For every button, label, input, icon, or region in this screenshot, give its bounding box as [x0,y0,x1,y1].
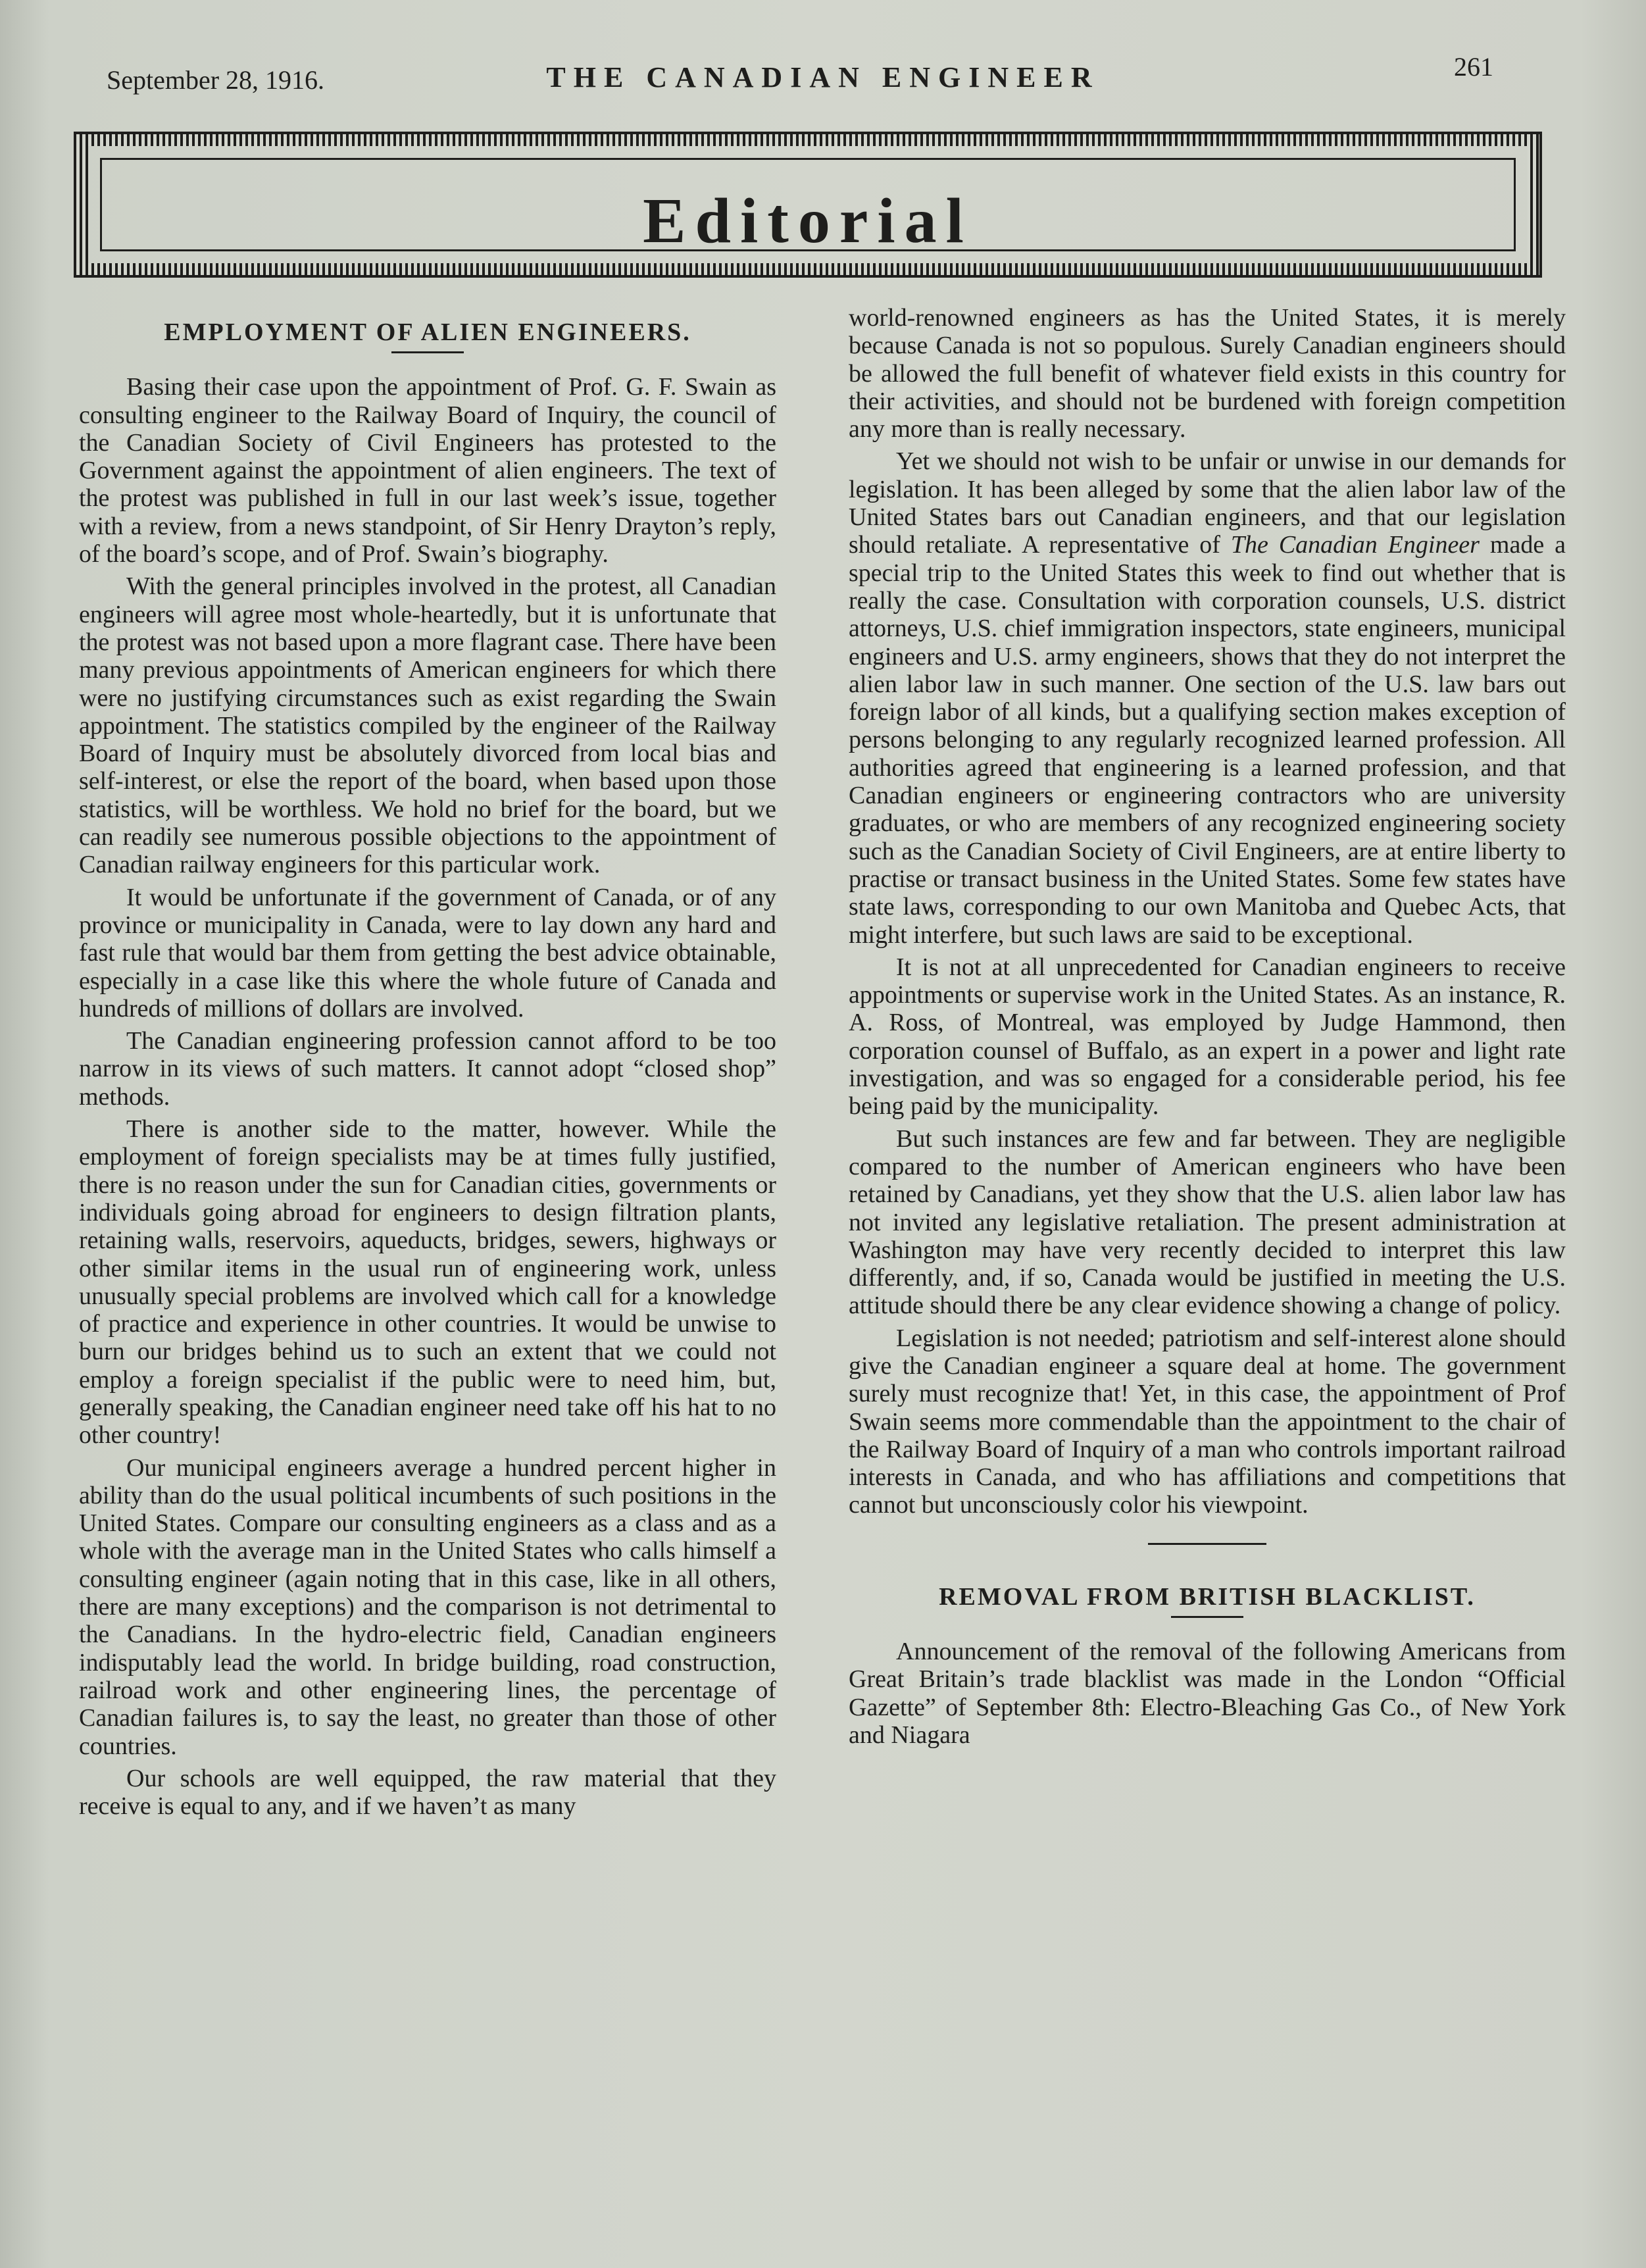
paragraph: There is another side to the matter, however. While the employment of foreign specialists may be at times fully justified, there is no reason under the sun for Canadian cities, governments or individuals going abroad for engineers to design filtration plants, retaining walls, reservoirs, aqueducts, bridges, sewers, highways or other similar items in the usual run of engineering work, unless unusually special problems are involved which call for a knowledge of practice and experience in other countries. It would be unwise to burn our bridges behind us to such an extent that we could not employ a foreign specialist if the public were to need him, but, generally speaking, the Canadian engineer need take off his hat to no other country! [79,1115,776,1449]
paragraph: With the general principles involved in the protest, all Canadian engineers will agree most whole-heartedly, but it is unfortunate that the protest was not based upon a more flagrant case. There have been many previous appointments of American engineers for which there were no justifying circumstances such as exist regarding the Swain appointment. The statistics compiled by the engineer of the Railway Board of Inquiry must be absolutely divorced from local bias and self-interest, or else the report of the board, when based upon those statistics, will be worthless. We hold no brief for the board, but we can readily see numerous possible objections to the appointment of Canadian railway engineers for this particular work. [79,572,776,879]
paragraph: It would be unfortunate if the government of Canada, or of any province or municipality in Canada, were to lay down any hard and fast rule that would bar them from getting the best advice obtainable, especially in a case like this where the whole future of Canada and hundreds of millions of dollars are involved. [79,883,776,1022]
section-title: Editorial [643,186,973,257]
paragraph: Our schools are well equipped, the raw material that they receive is equal to any, and if we haven’t as many [79,1764,776,1821]
publication-name-italic: The Canadian Engineer [1230,531,1480,559]
heading-rule [1171,1616,1243,1618]
paragraph-continued: world-renowned engineers as has the United States, it is merely because Canada is not so populous. Surely Canadian engineers should be allowed the full benefit of whatever field exists in this country for their activities, and should not be burdened with foreign competition any more than is really necessary. [849,304,1566,443]
paragraph: The Canadian engineering profession cannot afford to be too narrow in its views of such matters. It cannot adopt “closed shop” methods. [79,1027,776,1111]
paragraph: Basing their case upon the appointment of Prof. G. F. Swain as consulting engineer to the Railway Board of Inquiry, the council of the Canadian Society of Civil Engineers has protested to the Government against the appointment of alien engineers. The text of the protest was published in full in our last week’s issue, together with a review, from a news standpoint, of Sir Henry Drayton’s reply, of the board’s scope, and of Prof. Swain’s biography. [79,373,776,568]
running-header [0,51,1646,97]
paragraph: Yet we should not wish to be unfair or unwise in our demands for legislation. It has been alleged by some that the alien labor law of the United States bars out Canadian engineers, and that our legislation should retaliate. A representative of The Canadian Engineer made a special trip to the United States this week to find out whether that is really the case. Consultation with corporation counsels, U.S. district attorneys, U.S. chief immigration inspectors, state engineers, municipal engineers and U.S. army engineers, shows that they do not interpret the alien labor law in such manner. One section of the U.S. law bars out foreign labor of all kinds, but a qualifying section makes exception of persons belonging to any regularly recognized learned profession. All authorities agreed that engineering is a learned profession, and that Canadian engineers or engineering contractors who are university graduates, or who are members of any recognized engineering society such as the Canadian Society of Civil Engineers, are at entire liberty to practise or transact business in the United States. Some few states have state laws, corresponding to our own Manitoba and Quebec Acts, that might interfere, but such laws are said to be exceptional. [849,447,1566,949]
article-heading: REMOVAL FROM BRITISH BLACKLIST. [939,1582,1476,1611]
heading-rule [391,351,464,353]
article-end-rule [1148,1543,1266,1545]
paragraph: Our municipal engineers average a hundred percent higher in ability than do the usual political incumbents of such positions in the United States. Compare our consulting engineers as a class and as a whole with the average man in the United States who calls himself a consulting engineer (again noting that in this case, like in all others, there are many exceptions) and the comparison is not detrimental to the Canadians. In the hydro-electric field, Canadian engineers indisputably lead the world. In bridge building, road construction, railroad work and other engineering lines, the percentage of Canadian failures is, to say the least, no greater than those of other countries. [79,1453,776,1760]
column-left [79,309,776,1825]
editorial-banner [74,132,1542,278]
publication-title: THE CANADIAN ENGINEER [546,61,1100,93]
paragraph: But such instances are few and far between. They are negligible compared to the number of American engineers who have been retained by Canadians, yet they show that the U.S. alien labor law has not invited any legislative retaliation. The present administration at Washington may have very recently decided to interpret this law differently, and, if so, Canada would be justified in meeting the U.S. attitude should there be any clear evidence showing a change of policy. [849,1124,1566,1320]
issue-date: September 28, 1916. [107,65,325,95]
paragraph: Legislation is not needed; patriotism and self-interest alone should give the Canadian engineer a square deal at home. The government surely must recognize that! Yet, in this case, the appointment of Prof Swain seems more commendable than the appointment to the chair of the Railway Board of Inquiry of a man who controls important railroad interests in Canada, and who has affiliations and competitions that cannot but unconsciously color his viewpoint. [849,1324,1566,1519]
page-number: 261 [1454,52,1493,82]
article-heading: EMPLOYMENT OF ALIEN ENGINEERS. [164,318,691,346]
paragraph: It is not at all unprecedented for Canadian engineers to receive appointments or supervise work in the United States. As an instance, R. A. Ross, of Montreal, was employed by Judge Hammond, then corporation counsel of Buffalo, as an expert in a power and light rate investigation, and was so engaged for a considerable period, his fee being paid by the municipality. [849,953,1566,1121]
column-right [849,304,1566,1753]
paragraph: Announcement of the removal of the following Americans from Great Britain’s trade blacklist was made in the London “Official Gazette” of September 8th: Electro-Bleaching Gas Co., of New York and Niagara [849,1638,1566,1749]
